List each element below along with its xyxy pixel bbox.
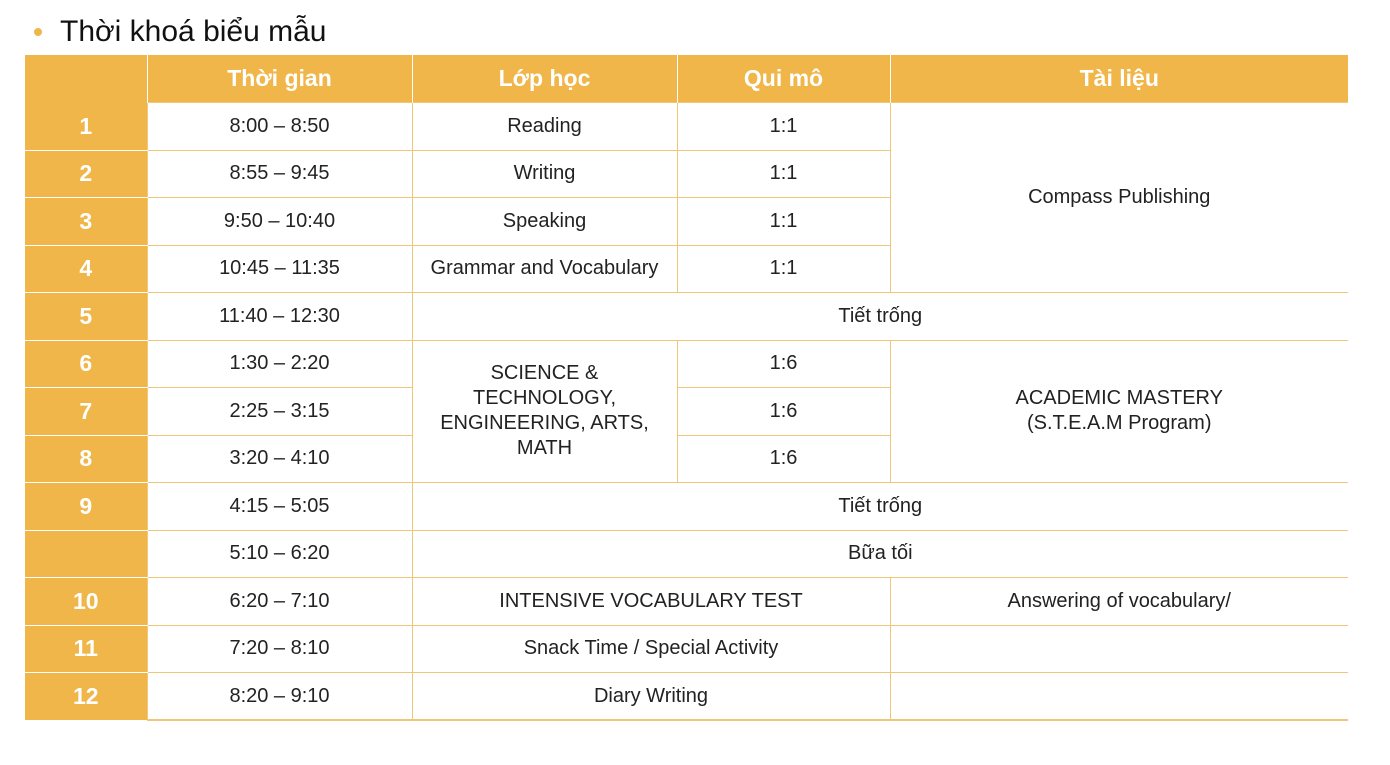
period-number: 2 [25,150,147,198]
time-cell: 11:40 – 12:30 [147,293,412,341]
steam-class-line: MATH [516,437,573,460]
table-row [25,530,1348,578]
steam-material-cell [890,340,1348,483]
time-cell: 6:20 – 7:10 [147,578,412,626]
period-number: 8 [25,435,147,483]
class-cell: Speaking [412,198,677,246]
period-number: 11 [25,625,147,673]
time-cell: 1:30 – 2:20 [147,340,412,388]
time-cell: 2:25 – 3:15 [147,388,412,436]
table-row [25,103,1348,151]
dinner-cell: Bữa tối [412,530,1348,578]
scale-cell: 1:1 [677,198,890,246]
period-number [25,530,147,578]
page-title: Thời khoá biểu mẫu [60,15,327,48]
period-number: 4 [25,245,147,293]
class-cell: Writing [412,150,677,198]
class-cell: Reading [412,103,677,151]
time-cell: 8:55 – 9:45 [147,150,412,198]
class-cell: Snack Time / Special Activity [412,625,890,673]
table-row [25,578,1348,626]
period-number: 12 [25,673,147,721]
period-number: 1 [25,103,147,151]
table-row [25,483,1348,531]
time-cell: 9:50 – 10:40 [147,198,412,246]
scale-cell: 1:1 [677,150,890,198]
period-number: 3 [25,198,147,246]
table-row [25,673,1348,721]
period-number: 5 [25,293,147,341]
class-cell: Diary Writing [412,673,890,721]
period-number: 10 [25,578,147,626]
material-line: ACADEMIC MASTERY [1015,387,1223,410]
steam-class-line: SCIENCE & [490,362,599,385]
class-cell: INTENSIVE VOCABULARY TEST [412,578,890,626]
scale-cell: 1:1 [677,103,890,151]
bullet-icon [34,28,42,36]
time-cell: 7:20 – 8:10 [147,625,412,673]
material-cell: Answering of vocabulary/ [890,578,1348,626]
page-heading [34,12,326,52]
time-cell: 5:10 – 6:20 [147,530,412,578]
table-row [25,340,1348,388]
scale-cell: 1:6 [677,388,890,436]
period-number: 6 [25,340,147,388]
material-cell: Compass Publishing [890,103,1348,293]
period-number: 9 [25,483,147,531]
header-material: Tài liệu [890,55,1348,103]
time-cell: 4:15 – 5:05 [147,483,412,531]
free-period-cell: Tiết trống [412,293,1348,341]
material-cell [890,673,1348,721]
header-number [25,55,147,103]
time-cell: 3:20 – 4:10 [147,435,412,483]
steam-class-line: TECHNOLOGY, [473,387,616,410]
header-scale: Qui mô [677,55,890,103]
schedule-table [25,55,1348,721]
scale-cell: 1:1 [677,245,890,293]
class-cell: Grammar and Vocabulary [412,245,677,293]
table-row [25,625,1348,673]
steam-class-line: ENGINEERING, ARTS, [440,412,649,435]
header-time: Thời gian [147,55,412,103]
time-cell: 8:20 – 9:10 [147,673,412,721]
scale-cell: 1:6 [677,340,890,388]
scale-cell: 1:6 [677,435,890,483]
header-row [25,55,1348,103]
period-number: 7 [25,388,147,436]
time-cell: 8:00 – 8:50 [147,103,412,151]
material-line: (S.T.E.A.M Program) [1027,412,1212,435]
material-cell [890,625,1348,673]
steam-class-cell [412,340,677,483]
header-class: Lớp học [412,55,677,103]
time-cell: 10:45 – 11:35 [147,245,412,293]
table-row [25,293,1348,341]
free-period-cell: Tiết trống [412,483,1348,531]
